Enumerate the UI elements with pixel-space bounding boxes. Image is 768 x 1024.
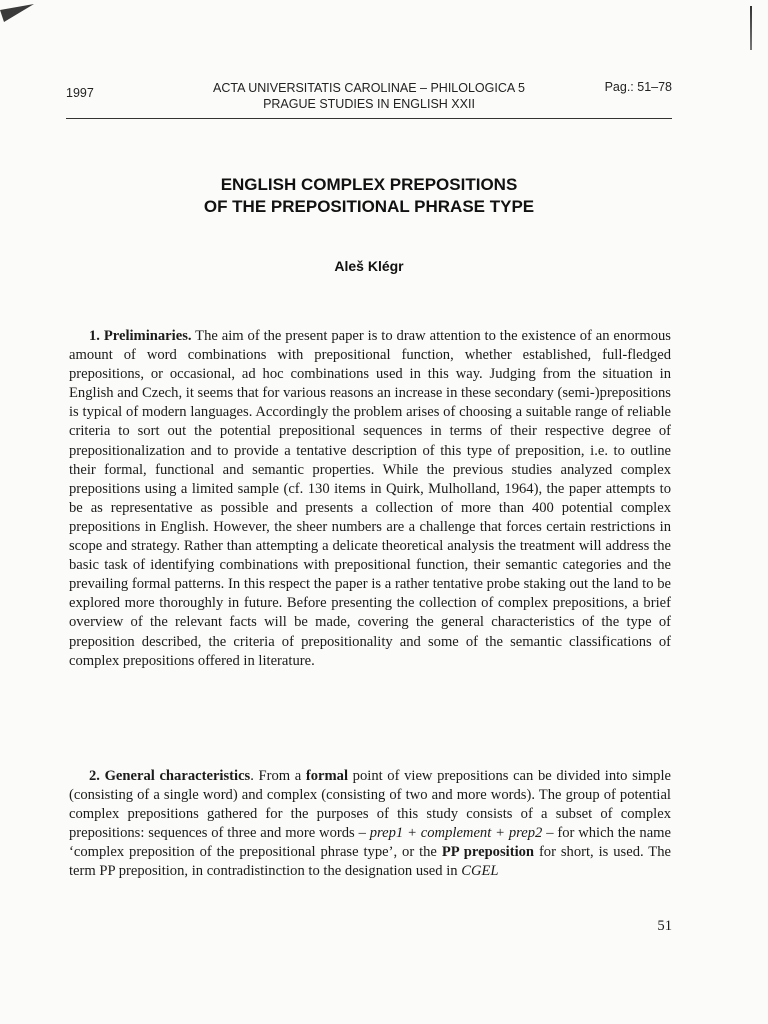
header-journal [66,80,672,112]
citation-cgel: CGEL [461,863,499,880]
section-preliminaries-text: The aim of the present paper is to draw attention to the existence of an enormous amount of word combinations with prepositional function, whether established, full-fledged prepositions, or occasional, ad hoc combinations used in this way. Judging from the situation in English and Czech, it seems that for various reasons an increase in these secondary (semi-)prepositions is typical of modern languages. Accordingly the problem arises of choosing a suitable range of reliable criteria to sort out the potential prepositional sequences in terms of their respective degree of prepositionalization and to provide a tentative description of this type of preposition, i.e. to outline their formal, functional and semantic properties. While the previous studies analyzed complex prepositions using a limited sample (cf. 130 items in Quirk, Mulholland, 1964), the paper attempts to be as representative as possible and presents a collection of more than 400 potential complex prepositions in English. However, the sheer numbers are a challenge that forces certain restrictions in scope and strategy. Rather than attempting a delicate theoretical analysis the treatment will address the basic task of identifying combinations with prepositional function, their semantic categories and the prevailing formal patterns. In this respect the paper is a rather tentative probe staking out the land to be explored more thoroughly in future. Before presenting the collection of complex prepositions, a brief overview of the relevant facts will be made, covering the general characteristics of the type of preposition described, the criteria of prepositionality and some of the semantic classifications of complex prepositions offered in literature. [69,328,671,669]
scan-corner-mark [0,4,34,26]
section-heading-general: 2. General characteristics [89,768,251,784]
scan-edge-mark [750,6,752,50]
header-journal-line1: ACTA UNIVERSITATIS CAROLINAE – PHILOLOGICA 5 [213,81,525,95]
text-run: for short, is used. The term PP preposition, in contradistinction to the designation used in [69,844,671,880]
section-heading-preliminaries: 1. Preliminaries. [89,328,192,344]
title-line-1: ENGLISH COMPLEX PREPOSITIONS [220,175,518,194]
running-header [66,80,672,116]
header-pages: Pag.: 51–78 [604,80,672,94]
header-year: 1997 [66,86,94,100]
article-title [66,174,672,218]
section-preliminaries [69,327,671,671]
text-run: – for which the name ‘complex preposition of the prepositional phrase type’, or the [69,825,672,861]
page-number: 51 [657,918,672,934]
emphasis-formal: formal [305,768,349,784]
formula-prep: prep1 + complement + prep2 [369,825,543,842]
author-name: Aleš Klégr [334,258,404,274]
text-run: . From a [250,768,306,784]
header-journal-line2: PRAGUE STUDIES IN ENGLISH XXII [263,97,475,111]
section-general-characteristics [69,767,671,882]
title-line-2: OF THE PREPOSITIONAL PHRASE TYPE [203,197,535,216]
header-rule [66,118,672,119]
term-pp-preposition: PP preposition [441,844,535,861]
text-run: point of view prepositions can be divided into simple (consisting of a single word) and complex (consisting of two and more words). The group of potential complex prepositions gathered for the purposes of this study consists of a subset of complex prepositions: sequences of three and more words – [69,768,672,842]
